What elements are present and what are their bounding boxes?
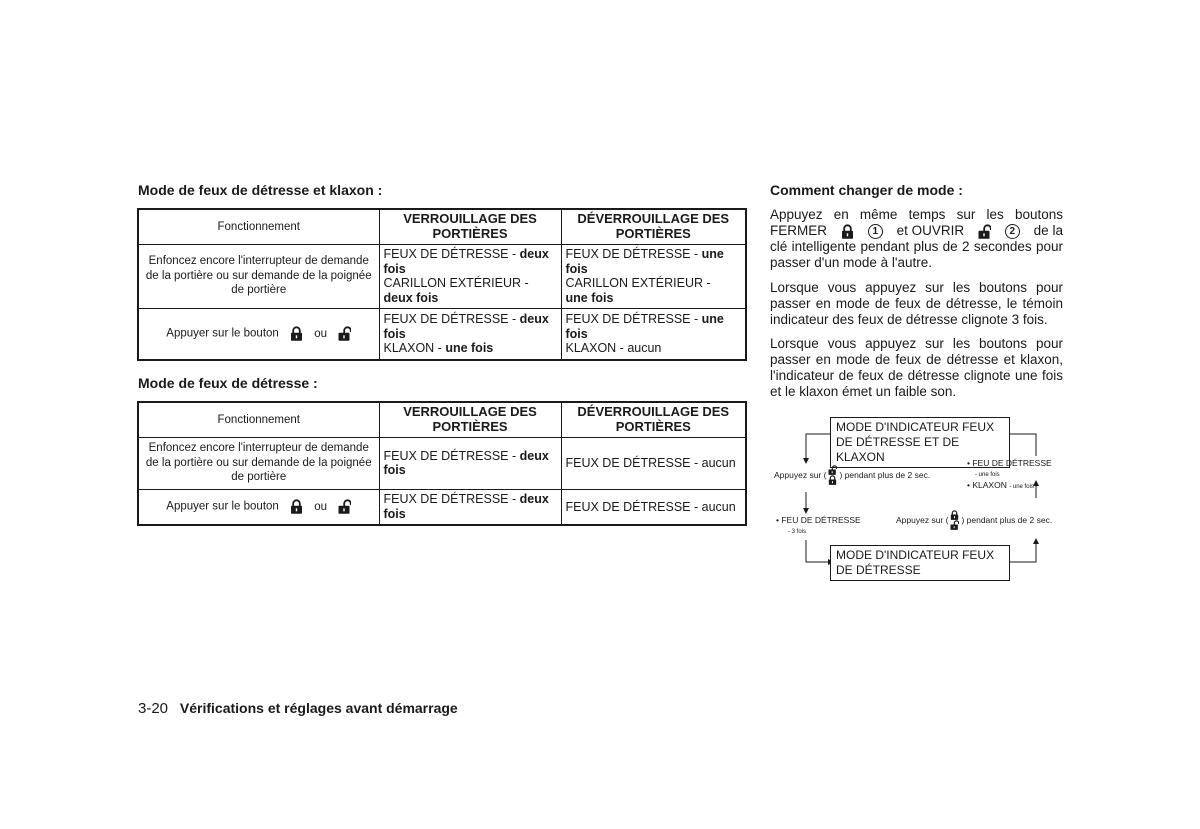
unlock-icon (828, 465, 837, 475)
table-header-lock: VERROUILLAGE DES PORTIÈRES (379, 402, 561, 437)
press-instruction-left: Appuyez sur ( ) pendant plus de 2 sec. (774, 465, 930, 485)
lock-icon (828, 475, 837, 485)
lock-icon (950, 510, 959, 520)
bullet-hazard-three: • FEU DE DÉTRESSE - 3 fois (776, 515, 861, 535)
page-footer (138, 700, 458, 717)
lock-icon (290, 499, 303, 514)
paragraph-hazard-mode: Lorsque vous appuyez sur les boutons pour passer en mode de feux de détresse, le témoin indicateur des feux de détresse clignote 3 fois. (770, 280, 1063, 327)
table-cell-unlock: FEUX DE DÉTRESSE - une fois KLAXON - aucun (561, 308, 746, 360)
paragraph-change-mode: Appuyez en même temps sur les boutons FERMER 1 et OUVRIR 2 de la clé intelligente pendant plus de 2 secondes pour passer d'un mode à l'autre. (770, 207, 1063, 270)
table-header-operation: Fonctionnement (138, 209, 379, 244)
table-cell-unlock: FEUX DE DÉTRESSE - une fois CARILLON EXTÉRIEUR - une fois (561, 244, 746, 308)
table-row-label: Appuyer sur le bouton ou (138, 489, 379, 525)
table-header-unlock: DÉVERROUILLAGE DES PORTIÈRES (561, 402, 746, 437)
chapter-title: Vérifications et réglages avant démarrage (179, 700, 458, 716)
table-cell-unlock: FEUX DE DÉTRESSE - aucun (561, 437, 746, 489)
number-badge: 1 (868, 224, 883, 239)
table-header-operation: Fonctionnement (138, 402, 379, 437)
bullet-horn-once: • KLAXON - une fois (967, 480, 1034, 490)
table-cell-lock: FEUX DE DÉTRESSE - deux fois (379, 489, 561, 525)
unlock-icon (978, 224, 991, 239)
mode-switch-diagram (770, 410, 1070, 590)
lock-icon (841, 224, 854, 239)
unlock-icon (338, 326, 351, 341)
table-row-label: Enfoncez encore l'interrupteur de demande de la portière ou sur demande de la poignée de portière (138, 244, 379, 308)
section-heading-hazard-horn: Mode de feux de détresse et klaxon : (138, 182, 383, 198)
unlock-icon (338, 499, 351, 514)
table-cell-lock: FEUX DE DÉTRESSE - deux fois KLAXON - une fois (379, 308, 561, 360)
table-row-label: Enfoncez encore l'interrupteur de demande de la portière ou sur demande de la poignée de portière (138, 437, 379, 489)
table-row-label: Appuyer sur le bouton ou (138, 308, 379, 360)
section-heading-change-mode: Comment changer de mode : (770, 182, 963, 198)
press-instruction-right: Appuyez sur ( ) pendant plus de 2 sec. (896, 510, 1052, 530)
page-number: 3-20 (138, 700, 169, 717)
hazard-horn-mode-table (137, 208, 747, 361)
table-cell-unlock: FEUX DE DÉTRESSE - aucun (561, 489, 746, 525)
unlock-icon (950, 520, 959, 530)
section-heading-hazard: Mode de feux de détresse : (138, 375, 318, 391)
bullet-hazard-once: • FEU DE DÉTRESSE - une fois (967, 458, 1052, 478)
mode-box-hazard-horn: MODE D'INDICATEUR FEUX DE DÉTRESSE ET DE KLAXON (830, 417, 1010, 468)
paragraph-hazard-horn-mode: Lorsque vous appuyez sur les boutons pour passer en mode de feux de détresse et klaxon, l'indicateur de feux de détresse clignote une fois et le klaxon émet un faible son. (770, 336, 1063, 399)
lock-icon (290, 326, 303, 341)
mode-box-hazard: MODE D'INDICATEUR FEUX DE DÉTRESSE (830, 545, 1010, 581)
table-cell-lock: FEUX DE DÉTRESSE - deux fois (379, 437, 561, 489)
table-header-lock: VERROUILLAGE DES PORTIÈRES (379, 209, 561, 244)
number-badge: 2 (1005, 224, 1020, 239)
table-header-unlock: DÉVERROUILLAGE DES PORTIÈRES (561, 209, 746, 244)
table-cell-lock: FEUX DE DÉTRESSE - deux fois CARILLON EXTÉRIEUR - deux fois (379, 244, 561, 308)
hazard-mode-table (137, 401, 747, 526)
